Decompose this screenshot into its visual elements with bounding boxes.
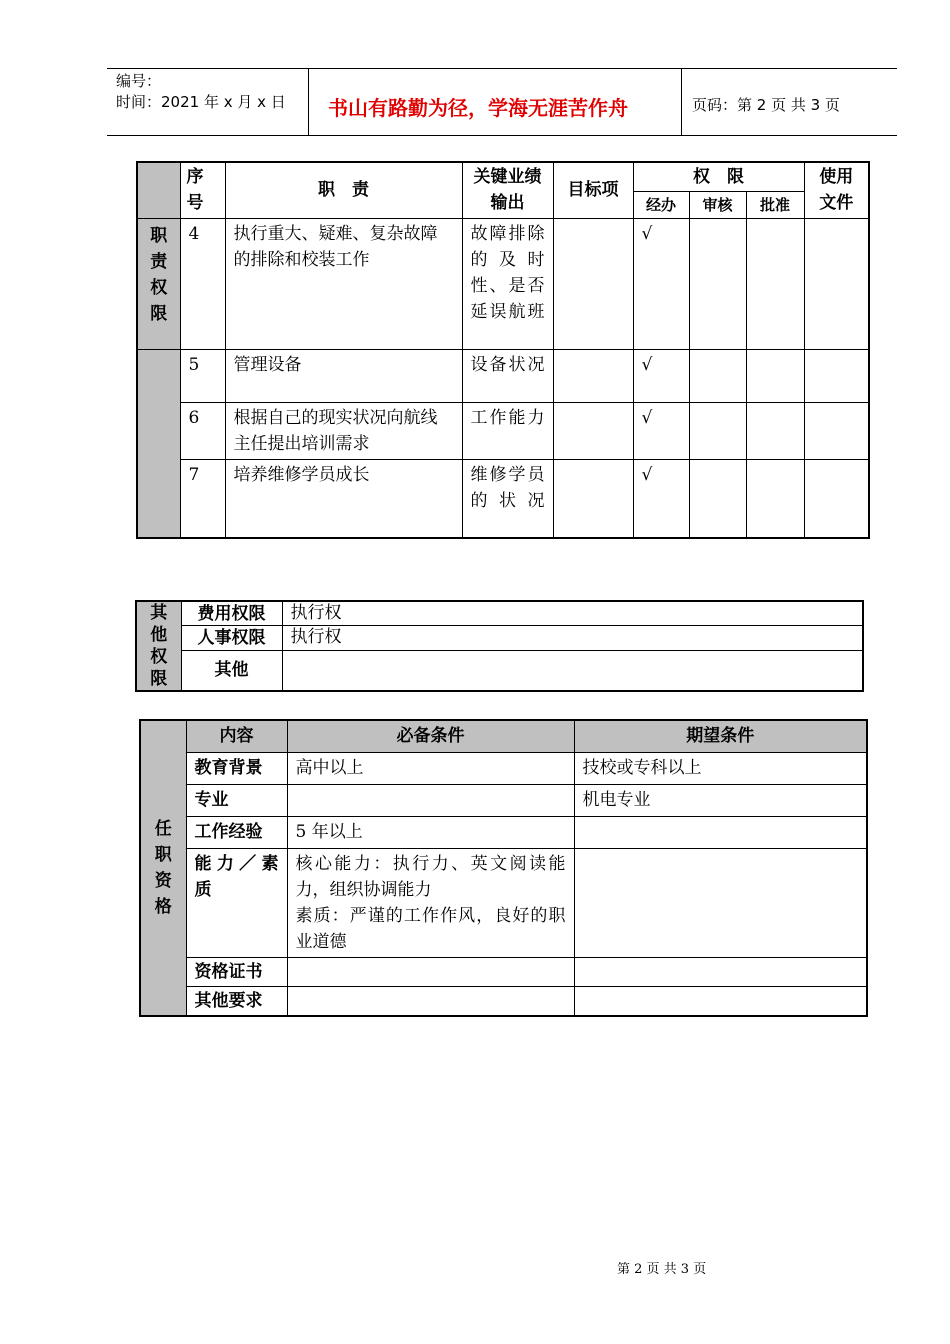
row-kpi: 设备状况 — [462, 349, 553, 402]
row-label: 资格证书 — [186, 957, 287, 986]
header-top-rule — [107, 68, 897, 69]
row-handle: √ — [633, 349, 689, 402]
row-desired — [574, 848, 867, 957]
row-approve — [746, 402, 804, 459]
col-header-required: 必备条件 — [287, 720, 574, 752]
table-row — [136, 650, 863, 691]
row-review — [689, 349, 746, 402]
header-divider — [308, 68, 309, 136]
row-doc — [804, 218, 869, 349]
row-required: 5 年以上 — [287, 816, 574, 848]
row-seq: 7 — [180, 459, 225, 538]
table-row — [140, 848, 867, 957]
row-kpi: 故障排除的及时性、是否延误航班 — [462, 218, 553, 349]
col-header-approve: 批准 — [746, 191, 804, 218]
row-label: 人事权限 — [181, 626, 282, 651]
section-label-blank — [137, 349, 180, 538]
row-seq: 4 — [180, 218, 225, 349]
serial-number-label: 编号： — [116, 72, 162, 90]
row-duty: 执行重大、疑难、复杂故障的排除和校装工作 — [225, 218, 462, 349]
table-row — [137, 349, 869, 402]
table-row — [140, 816, 867, 848]
row-value: 执行权 — [282, 626, 863, 651]
section-label-qualifications: 任职资格 — [140, 720, 186, 1016]
header-divider — [681, 68, 682, 136]
table-row — [137, 218, 869, 349]
header-bottom-rule — [107, 135, 897, 136]
row-label: 其他 — [181, 650, 282, 691]
time-label: 时间：2021 年 x 月 x 日 — [116, 93, 286, 111]
row-approve — [746, 218, 804, 349]
table-row — [137, 459, 869, 538]
row-label: 工作经验 — [186, 816, 287, 848]
row-handle: √ — [633, 218, 689, 349]
table-row — [136, 626, 863, 651]
row-required: 高中以上 — [287, 752, 574, 784]
row-approve — [746, 459, 804, 538]
row-required — [287, 986, 574, 1016]
row-seq: 6 — [180, 402, 225, 459]
col-header-review: 审核 — [689, 191, 746, 218]
row-label: 其他要求 — [186, 986, 287, 1016]
row-required — [287, 784, 574, 816]
row-label: 费用权限 — [181, 601, 282, 626]
col-header-kpi: 关键业绩输出 — [462, 162, 553, 218]
row-required — [287, 848, 574, 957]
row-value: 执行权 — [282, 601, 863, 626]
table-row — [140, 784, 867, 816]
row-doc — [804, 402, 869, 459]
table-row — [136, 601, 863, 626]
row-seq: 5 — [180, 349, 225, 402]
row-doc — [804, 459, 869, 538]
duties-table — [136, 161, 870, 539]
row-target — [553, 402, 633, 459]
row-duty: 管理设备 — [225, 349, 462, 402]
row-target — [553, 349, 633, 402]
row-target — [553, 459, 633, 538]
row-kpi: 维修学员的状况 — [462, 459, 553, 538]
col-header-handle: 经办 — [633, 191, 689, 218]
qualifications-table — [139, 719, 868, 1017]
row-duty: 培养维修学员成长 — [225, 459, 462, 538]
col-header-duty: 职 责 — [225, 162, 462, 218]
table-row — [140, 986, 867, 1016]
core-ability-text: 核心能力：执行力、英文阅读能力，组织协调能力 — [295, 853, 566, 900]
row-desired — [574, 986, 867, 1016]
row-review — [689, 218, 746, 349]
table-row — [140, 752, 867, 784]
row-label: 教育背景 — [186, 752, 287, 784]
row-review — [689, 402, 746, 459]
section-label-duties: 职责权限 — [137, 218, 180, 349]
slogan: 书山有路勤为径，学海无涯苦作舟 — [328, 96, 628, 120]
row-handle: √ — [633, 459, 689, 538]
col-header-seq: 序号 — [180, 162, 225, 218]
row-duty: 根据自己的现实状况向航线主任提出培训需求 — [225, 402, 462, 459]
col-header-desired: 期望条件 — [574, 720, 867, 752]
row-desired — [574, 816, 867, 848]
corner-cell — [137, 162, 180, 218]
row-target — [553, 218, 633, 349]
row-handle: √ — [633, 402, 689, 459]
row-review — [689, 459, 746, 538]
row-kpi: 工作能力 — [462, 402, 553, 459]
page-indicator: 页码：第 2 页 共 3 页 — [692, 96, 840, 114]
page-footer: 第 2 页 共 3 页 — [617, 1262, 707, 1277]
row-doc — [804, 349, 869, 402]
other-authority-table — [135, 600, 864, 692]
col-header-target: 目标项 — [553, 162, 633, 218]
row-label: 专业 — [186, 784, 287, 816]
row-approve — [746, 349, 804, 402]
quality-text: 素质：严谨的工作作风，良好的职业道德 — [295, 905, 566, 952]
row-required — [287, 957, 574, 986]
table-row — [137, 402, 869, 459]
row-value — [282, 650, 863, 691]
row-desired — [574, 957, 867, 986]
row-label: 能力／素质 — [186, 848, 287, 957]
col-header-content: 内容 — [186, 720, 287, 752]
col-header-authority: 权 限 — [633, 162, 804, 191]
row-desired: 技校或专科以上 — [574, 752, 867, 784]
table-row — [140, 957, 867, 986]
row-desired: 机电专业 — [574, 784, 867, 816]
col-header-doc: 使用文件 — [804, 162, 869, 218]
section-label-other: 其他权限 — [136, 601, 181, 691]
